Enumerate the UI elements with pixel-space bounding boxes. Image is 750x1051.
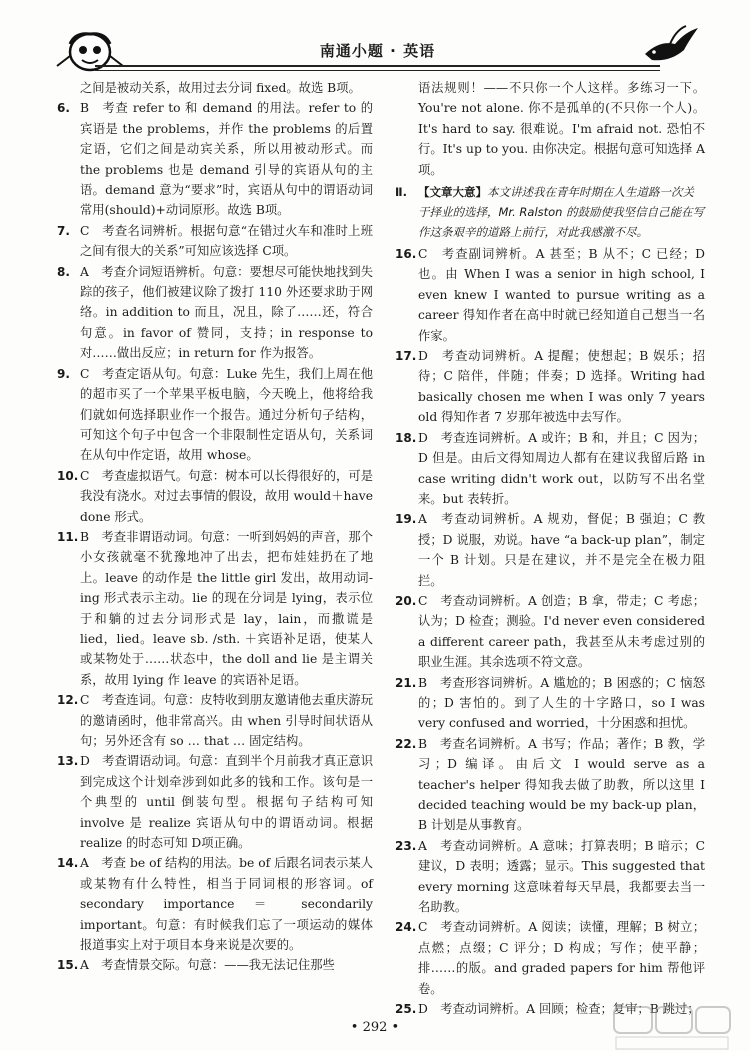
right-column: [395, 78, 705, 1019]
page-header: [55, 20, 700, 78]
header-rule: [95, 65, 660, 67]
answer-item: 8. A 考查介词短语辨析。句意：要想尽可能快地找到失踪的孩子，他们被建议除了拨打 110 外还要求助于网络。in addition to 而且，况且，除了……还，符合句意。in favor of 赞同，支持；in response to 对……做出反应；in return for 作为报答。: [57, 264, 373, 361]
answer-item: 14. A 考查 be of 结构的用法。be of 后跟名词表示某人或某物有什么特性，相当于同词根的形容词。of secondary importance ＝ secondarily important。句意：有时候我们忘了一项运动的媒体报道事实上对于项目本身来说是次要的。: [57, 856, 373, 953]
answer-item: 10. C 考查虚拟语气。句意：树本可以长得很好的，可是我没有浇水。对过去事情的假设，故用 would＋have done 形式。: [57, 468, 373, 524]
answer-item: 18. D 考查连词辨析。A 或许；B 和，并且；C 因为；D 但是。由后文得知周边人都有在建议我留后路 in case writing didn't work out，以防写不出名堂来。but 表转折。: [395, 430, 705, 506]
continuation-text: 语法规则！——不只你一个人这样。多练习一下。You're not alone. 你不是孤单的(不只你一个人)。It's hard to say. 很难说。I'm afraid not. 恐怕不行。It's up to you. 由你决定。根据句意可知选择 A项。: [418, 81, 705, 177]
page-title: 南通小题 · 英语: [319, 42, 436, 60]
answer-item: 9. C 考查定语从句。句意：Luke 先生，我们上周在他的超市买了一个苹果平板电脑，今天晚上，他将给我们就如何选择职业作一个报告。通过分析句子结构，可知这个句子中包含一个非限制性定语从句，关系词在从句中作定语，故用 whose。: [57, 366, 373, 463]
answer-item: 21. B 考查形容词辨析。A 尴尬的；B 困惑的；C 恼怒的；D 害怕的。到了人生的十字路口，so I was very confused and worried，十分困惑和担忧。: [395, 675, 705, 731]
answer-item: 20. C 考查动词辨析。A 创造；B 拿，带走；C 考虑；认为；D 检查；测验。I'd never even considered a different career path，我甚至从未考虑过别的职业生涯。其余选项不符文意。: [395, 593, 705, 670]
watermark-logo: [612, 1005, 732, 1051]
left-column: [57, 78, 373, 976]
section-tag: 【文章大意】: [418, 185, 487, 200]
answer-item: 12. C 考查连词。句意：皮特收到朋友邀请他去重庆游玩的邀请函时，他非常高兴。由 when 引导时间状语从句；另外还含有 so … that … 固定结构。: [57, 693, 373, 748]
answer-item: 13. D 考查谓语动词。句意：直到半个月前我才真正意识到完成这个计划牵涉到如此多的钱和工作。该句是一个典型的 until 倒装句型。根据句子结构可知 involve 是 realize 宾语从句中的谓语动词。根据 realize 的时态可知 D项正确。: [57, 754, 373, 851]
answer-item: 25. D 考查动词辨析。A 回顾；检查；复审；B 跳过；: [395, 1002, 700, 1017]
answer-item: 22. B 考查名词辨析。A 书写；作品；著作；B 教，学习；D 编译。由后文 I would serve as a teacher's helper 得知我去做了助教，所以这里 I decided teaching would be my back-up plan，B 计划是从事教育。: [395, 736, 705, 833]
bird-decoration-icon: [640, 22, 700, 70]
answer-item: 24. C 考查动词辨析。A 阅读；读懂，理解；B 树立；点燃；点缀；C 评分；D 构成；写作；使平静；排……的版。and graded papers for him 帮他评卷。: [395, 920, 705, 996]
answer-item: 23. A 考查动词辨析。A 意味；打算表明；B 暗示；C 建议，D 表明；透露；显示。This suggested that every morning 这意味着每天早晨，我都要去当一名助教。: [395, 838, 705, 915]
page-number: • 292 •: [350, 1020, 400, 1035]
continuation-text: 之间是被动关系，故用过去分词 fixed。故选 B项。: [80, 81, 361, 95]
answer-item: 7. C 考查名词辨析。根据句意“在错过火车和准时上班之间有很大的关系”可知应该选择 C项。: [57, 223, 373, 259]
summary-text: 本文讲述我在青年时期在人生道路一次关于择业的选择，Mr. Ralston 的鼓励使我坚信自己能在写作这条艰辛的道路上前行，对此我感激不尽。: [418, 185, 705, 240]
answer-item: 19. A 考查动词辨析。A 规劝，督促；B 强迫；C 教授；D 说服，劝说。have “a back-up plan”，制定一个 B 计划。只是在建议，并不是完全在极力阻拦。: [395, 512, 705, 588]
answer-item: 16. C 考查副词辨析。A 甚至；B 从不；C 已经；D 也。由 When I was a senior in high school, I even knew I wanted to pursue writing as a career 得知作者在高中时就已经知道自己想当一名作家。: [395, 247, 705, 343]
header-rule-thin: [95, 70, 660, 71]
answer-item: 6. B 考查 refer to 和 demand 的用法。refer to 的宾语是 the problems，并作 the problems 的后置定语，它们之间是动宾关系，所以用被动形式。而 the problems 也是 demand 引导的宾语从句的主语。demand 意为“要求”时，宾语从句中的谓语动词常用(should)+动词原形。故选 B项。: [57, 101, 373, 218]
answer-item: 17. D 考查动词辨析。A 提醒；使想起；B 娱乐；招待；C 陪伴，伴随；伴奏；D 选择。Writing had basically chosen me when I was only 7 years old 得知作者 7 岁那年被选中去写作。: [395, 349, 705, 425]
answer-item: 15. A 考查情景交际。句意：——我无法记住那些: [57, 958, 335, 973]
answer-item: 11. B 考查非谓语动词。句意：一听到妈妈的声音，那个小女孩就毫不犹豫地冲了出去，把布娃娃扔在了地上。leave 的动作是 the little girl 发出，故用动词-ing 形式表示主动。lie 的现在分词是 lying，表示位于和躺的过去分词形式是 lay，lain，而撒谎是 lied，lied。leave sb. /sth. ＋宾语补足语，使某人或某物处于……状态中，the doll and lie 是主谓关系，故用 lying 作 leave 的宾语补足语。: [57, 529, 373, 687]
passage-summary: Ⅱ. 【文章大意】本文讲述我在青年时期在人生道路一次关于择业的选择，Mr. Ralston 的鼓励使我坚信自己能在写作这条艰辛的道路上前行，对此我感激不尽。: [395, 185, 705, 240]
